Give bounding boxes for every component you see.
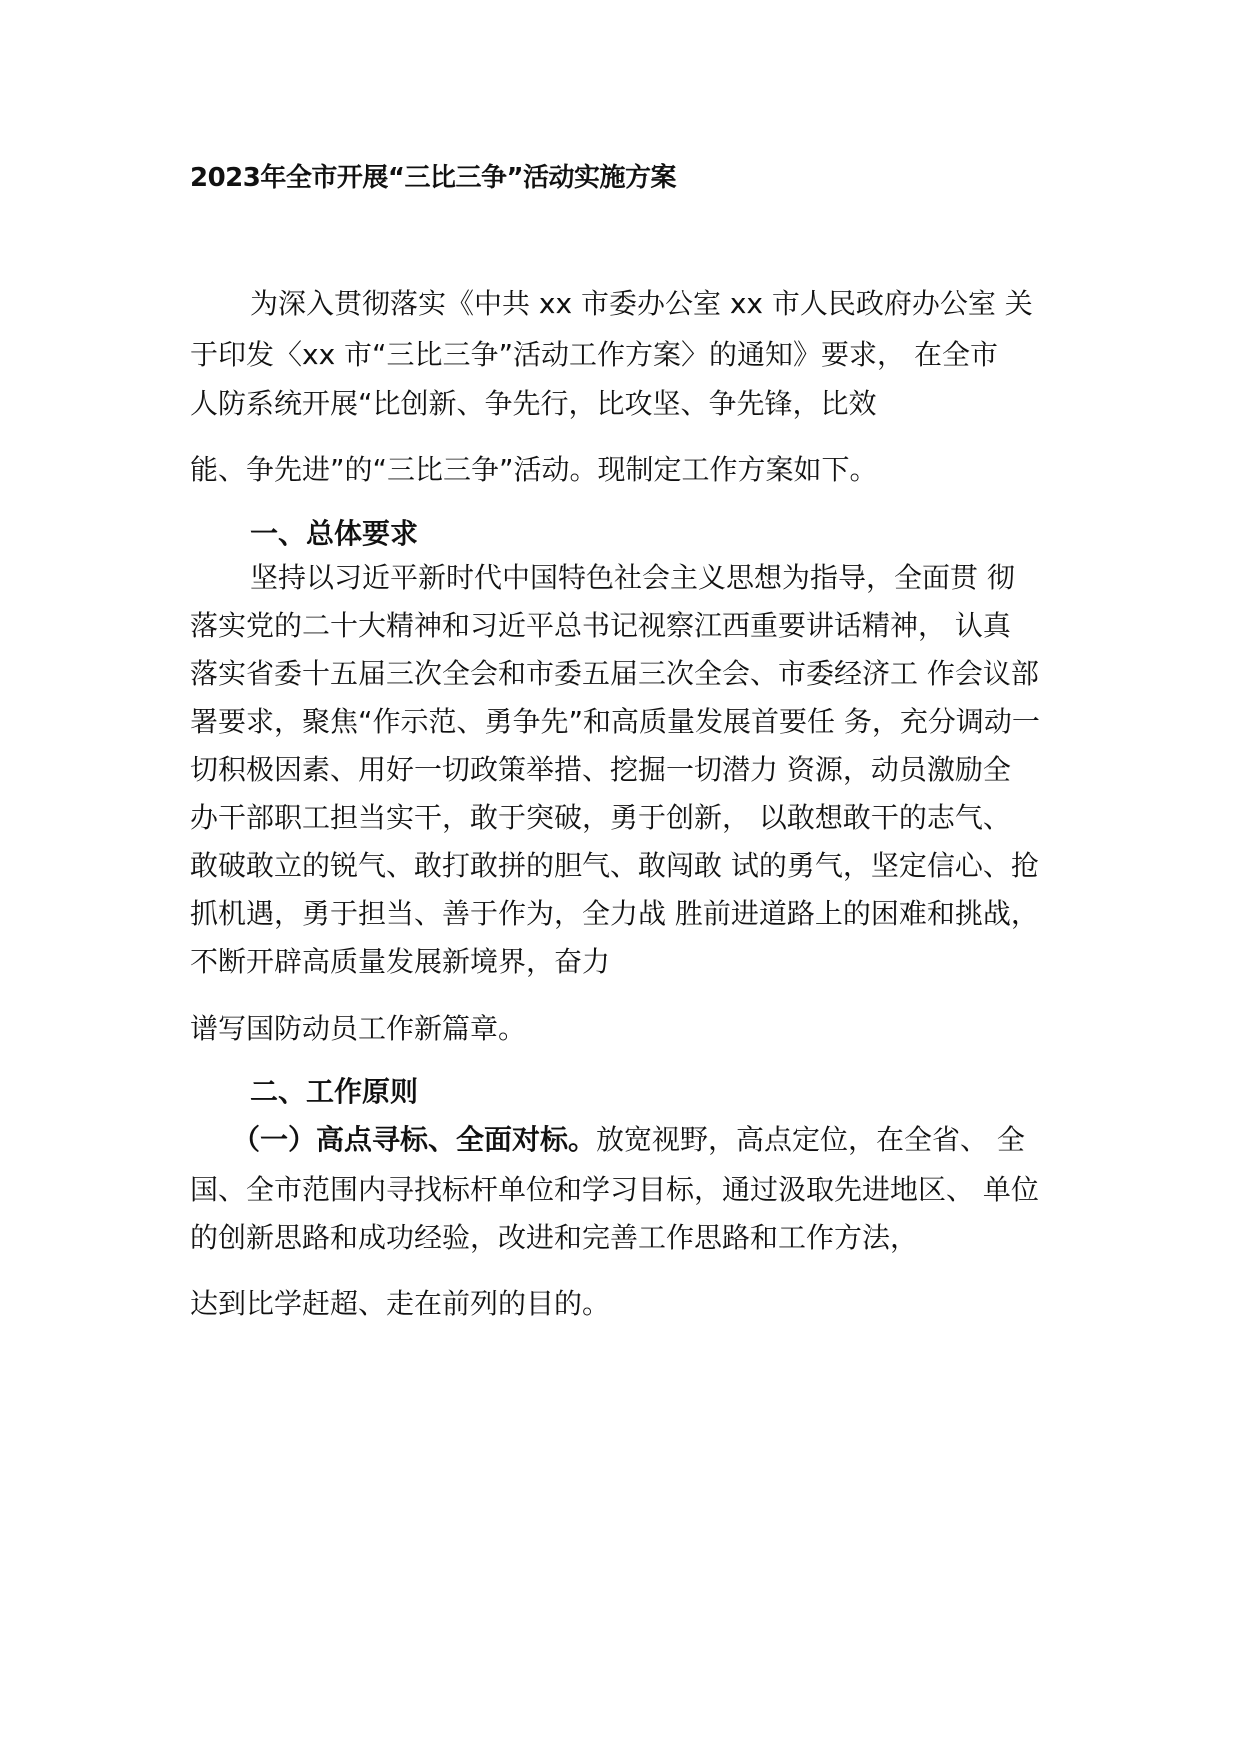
- section-1-line-3: 落实省委十五届三次全会和市委五届三次全会、市委经济工 作会议部: [190, 657, 1039, 690]
- section-1-line-9: 不断开辟高质量发展新境界，奋力: [190, 945, 611, 978]
- section-1-line-2: 落实党的二十大精神和习近平总书记视察江西重要讲话精神， 认真: [190, 609, 1011, 642]
- section-1-line-1: 坚持以习近平新时代中国特色社会主义思想为指导，全面贯 彻: [250, 561, 1015, 594]
- section-1-line-7: 敢破敢立的锐气、敢打敢拼的胆气、敢闯敢 试的勇气，坚定信心、抢: [190, 849, 1039, 882]
- section-2-item-1-line-2: 国、全市范围内寻找标杆单位和学习目标，通过汲取先进地区、 单位: [190, 1173, 1039, 1206]
- section-2-item-1-line-1: [232, 1122, 1025, 1158]
- intro-line-4: 能、争先进”的“三比三争”活动。现制定工作方案如下。: [190, 453, 878, 486]
- section-2-item-1-lead: （一）高点寻标、全面对标。: [232, 1123, 597, 1156]
- intro-line-2: 于印发〈xx 市“三比三争”活动工作方案〉的通知》要求， 在全市: [190, 338, 998, 371]
- section-1-line-5: 切积极因素、用好一切政策举措、挖掘一切潜力 资源，动员激励全: [190, 753, 1011, 786]
- intro-line-3: 人防系统开展“比创新、争先行，比攻坚、争先锋，比效: [190, 387, 877, 420]
- section-2-item-1-line-4: 达到比学赶超、走在前列的目的。: [190, 1287, 611, 1320]
- section-1-line-6: 办干部职工担当实干，敢于突破，勇于创新， 以敢想敢干的志气、: [190, 801, 1011, 834]
- section-1-line-10: 谱写国防动员工作新篇章。: [190, 1012, 527, 1045]
- section-1-line-4: 署要求，聚焦“作示范、勇争先”和高质量发展首要任 务，充分调动一: [190, 705, 1040, 738]
- intro-line-1: 为深入贯彻落实《中共 xx 市委办公室 xx 市人民政府办公室 关: [250, 287, 1033, 320]
- section-2-item-1-line-3: 的创新思路和成功经验，改进和完善工作思路和工作方法，: [190, 1221, 919, 1254]
- section-2-item-1-first-rest: 放宽视野，高点定位，在全省、 全: [596, 1123, 1025, 1156]
- document-title: 2023年全市开展“三比三争”活动实施方案: [190, 163, 677, 193]
- section-1-line-8: 抓机遇，勇于担当、善于作为，全力战 胜前进道路上的困难和挑战，: [190, 897, 1039, 930]
- section-1-heading: 一、总体要求: [250, 517, 419, 550]
- section-2-heading: 二、工作原则: [250, 1075, 419, 1108]
